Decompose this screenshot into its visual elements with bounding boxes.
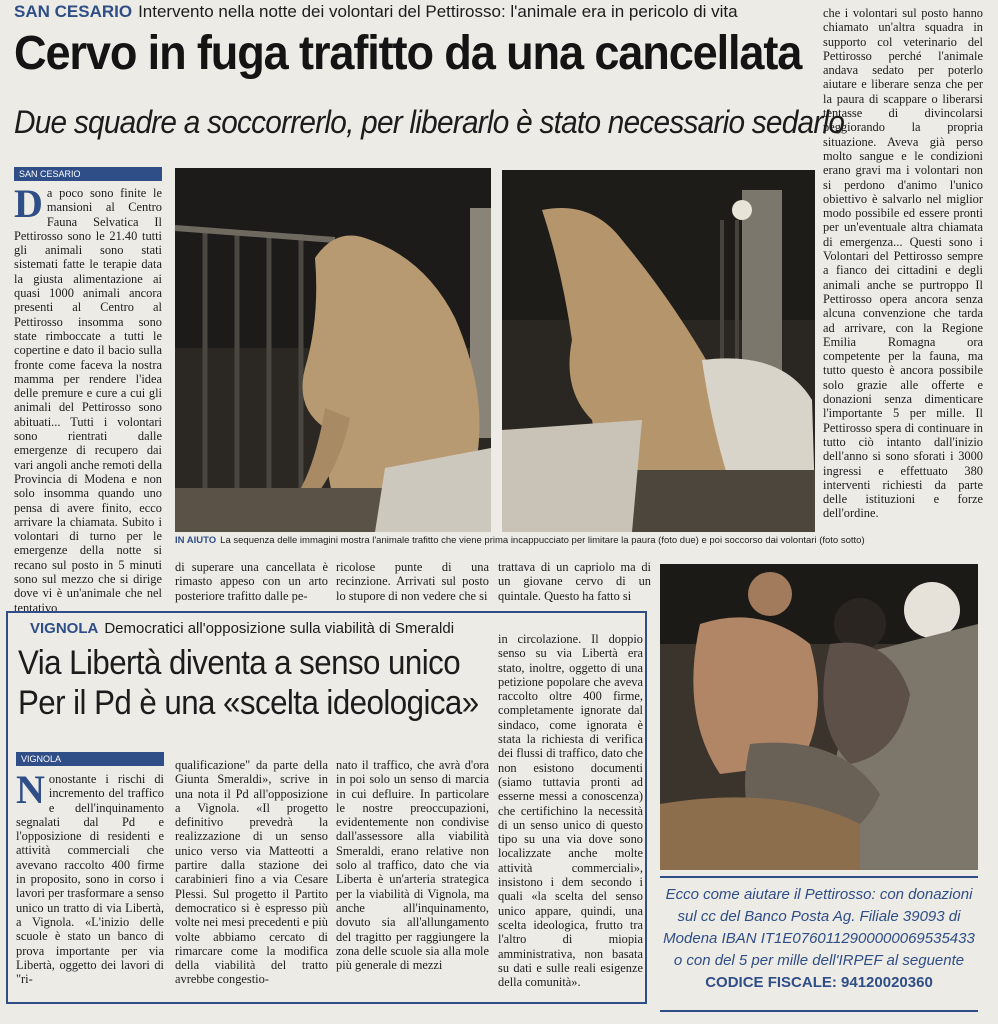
vignola-column-4: in circolazione. Il doppio senso su via Libertà era stato, inoltre, oggetto di una petizione popolare che aveva raccolto oltre 400 firme, completamente ignorate dal sindaco, come ignorata è stata la richiesta di verifica dei flussi di traffico, dato che non esistono documenti (siamo tuttavia pronti ad esserne messi a conoscenza) che certifichino la necessità di un senso unico di questo tipo su una via dove sono localizzate anche molte attività commerciali», insistono i dem secondo i quali «la scelta del senso unico appare, quindi, una scelta ideologica, frutto tra l'altro di miopia amministrativa, non basata su dati e sulle reali esigenze della comunità».	[498, 632, 643, 990]
vignola-column-1-text: onostante i rischi di incremento del traffico e dell'inquinamento segnalati dal Pd e l'opposizione di residenti e attività commerciali che avevano raccolto 400 firme in proposito, sono in corso i lavori per trasformare a senso unico un tratto di via Libertà, a Vignola. «L'inizio delle scuole è stato un banco di prova importante per via Libertà, oggetto dei lavori di "ri-	[16, 772, 164, 987]
photo-deer-hooded-image	[502, 170, 815, 532]
drop-cap: D	[14, 181, 43, 226]
donation-line-1: Ecco come aiutare il Pettirosso: con donazioni	[665, 886, 973, 903]
main-column-3: ricolose punte di una recinzione. Arrivati sul posto lo stupore di non vedere che si	[336, 560, 489, 603]
main-column-5: che i volontari sul posto hanno chiamato un'altra squadra in supporto col veterinario del Pettirosso perché l'animale andava sedato per poterlo aiutare e liberare senza che per la paura di scappare o liberarsi tentasse di divincolarsi peggiorando la propria situazione. Aveva già perso molto sangue e le condizioni erano gravi ma i volontari non si perdono d'animo l'unico obiettivo è salvarlo nel miglior modo possibile ed essere pronti per un'eventuale altra chiamata di emergenza... Questi sono i Volontari del Pettirosso sempre a fianco dei cittadini e degli animali anche se purtroppo Il Pettirosso opera ancora senza alcuna convenzione che tarda ad arrivare, con la Regione Emilia Romagna ora competente per la fauna, ma tutto questo è ancora possibile solo grazie alle offerte e donazioni senza dimenticare l'importante 5 per mille. Il Pettirosso spera di continuare in tutto ciò intanto dall'inizio dell'anno si sono sforati i 3000 ingressi e effettuato 380 interventi richiesti da parte delle istituzioni e forze dell'ordine.	[823, 6, 983, 521]
main-column-4: trattava di un capriolo ma di un giovane cervo di un quintale. Questo ha fatto si	[498, 560, 651, 603]
vignola-headline-line-2: Per il Pd è una «scelta ideologica»	[18, 684, 479, 722]
vignola-drop-cap: N	[16, 767, 45, 812]
main-headline: Cervo in fuga trafitto da una cancellata	[14, 27, 802, 80]
main-kicker	[14, 2, 814, 22]
main-column-1-text: a poco sono finite le mansioni al Centro Fauna Selvatica Il Pettirosso sono le 21.40 tutti gli animali sono stati sistemati fatte le terapie data la giusta alimentazione ai quasi 1000 animali ancora presenti al Centro al Pettirosso insomma sono state rimboccate a tutti le copertine e dato il bacio sulla fronte come faceva la nostra mamma per rendere l'idea delle premure e cure a cui gli animali del Pettirosso sono abituati... Tutti i volontari sono rientrati dalle emergenze di recupero dai vari angoli anche remoti della Provincia di Modena e non solo insomma quando uno pensa di avere finito, ecco arrivare la chiamata. Subito i volontari di turno per le emergenze della notte si recano sul posto in 5 minuti sono sul mezzo che si dirige dove vi è un'animale che nel tentativo	[14, 186, 162, 615]
main-column-1	[14, 181, 162, 615]
photo-caption	[175, 535, 865, 547]
caption-text: La sequenza delle immagini mostra l'animale trafitto che viene prima incappucciato per limitare la paura (foto due) e poi soccorso dai volontari (foto sotto)	[220, 535, 865, 546]
vignola-column-3: nato il traffico, che avrà d'ora in poi solo un senso di marcia in cui defluire. In particolare le nostre preoccupazioni, evidentemente non condivise dall'assessore alla viabilità Smeraldi, erano relative non solo al traffico, dato che via Liberta è un'arteria strategica per la viabilità di Vignola, ma anche all'inquinamento, dovuto sia all'allungamento del tragitto per raggiungere la zona delle scuole sia alla mole più generale di mezzi	[336, 758, 489, 973]
photo-deer-fence	[175, 168, 491, 532]
donation-info-box	[660, 876, 978, 1012]
photo-deer-hooded	[502, 170, 815, 532]
vignola-kicker-text: Democratici all'opposizione sulla viabilità di Smeraldi	[104, 620, 455, 637]
vignola-headline-line-1: Via Libertà diventa a senso unico	[18, 644, 461, 682]
section-tag: SAN CESARIO	[14, 167, 162, 181]
donation-line-4: o con del 5 per mille dell'IRPEF al seguente	[673, 952, 965, 969]
caption-label: IN AIUTO	[175, 535, 217, 546]
photo-deer-fence-image	[175, 168, 491, 532]
donation-fiscal-code: CODICE FISCALE: 94120020360	[705, 974, 933, 991]
vignola-column-2: qualificazione" da parte della Giunta Smeraldi», scrive in una nota il Pd all'opposizione a Vignola. «Il progetto definitivo prevedrà la realizzazione di un senso unico verso via Matteotti a partire dalla stazione dei carabinieri fino a via Cesare Plessi. Sul progetto il Partito democratico si è espresso più volte nei mesi precedenti e più volte abbiamo cercato di rimarcare come la modifica della viabilità del tratto avrebbe congestio-	[175, 758, 328, 987]
kicker-text: Intervento nella notte dei volontari del Pettirosso: l'animale era in pericolo di vita	[138, 2, 738, 21]
vignola-column-1	[16, 767, 164, 998]
kicker-location: SAN CESARIO	[14, 2, 133, 21]
photo-volunteers-rescue	[660, 564, 978, 870]
photo-volunteers-rescue-image	[660, 564, 978, 870]
main-subheadline: Due squadre a soccorrerlo, per liberarlo è stato necessario sedarlo	[14, 104, 845, 140]
vignola-section-tag: VIGNOLA	[16, 752, 164, 766]
main-column-2: di superare una cancellata è rimasto appeso con un arto posteriore trafitto dalle pe-	[175, 560, 328, 603]
donation-line-2: sul cc del Banco Posta Ag. Filiale 39093 di	[677, 908, 961, 925]
donation-line-3: Modena IBAN IT1E0760112900000069535433	[663, 930, 975, 947]
vignola-kicker-location: VIGNOLA	[30, 620, 99, 637]
vignola-kicker	[30, 620, 500, 637]
